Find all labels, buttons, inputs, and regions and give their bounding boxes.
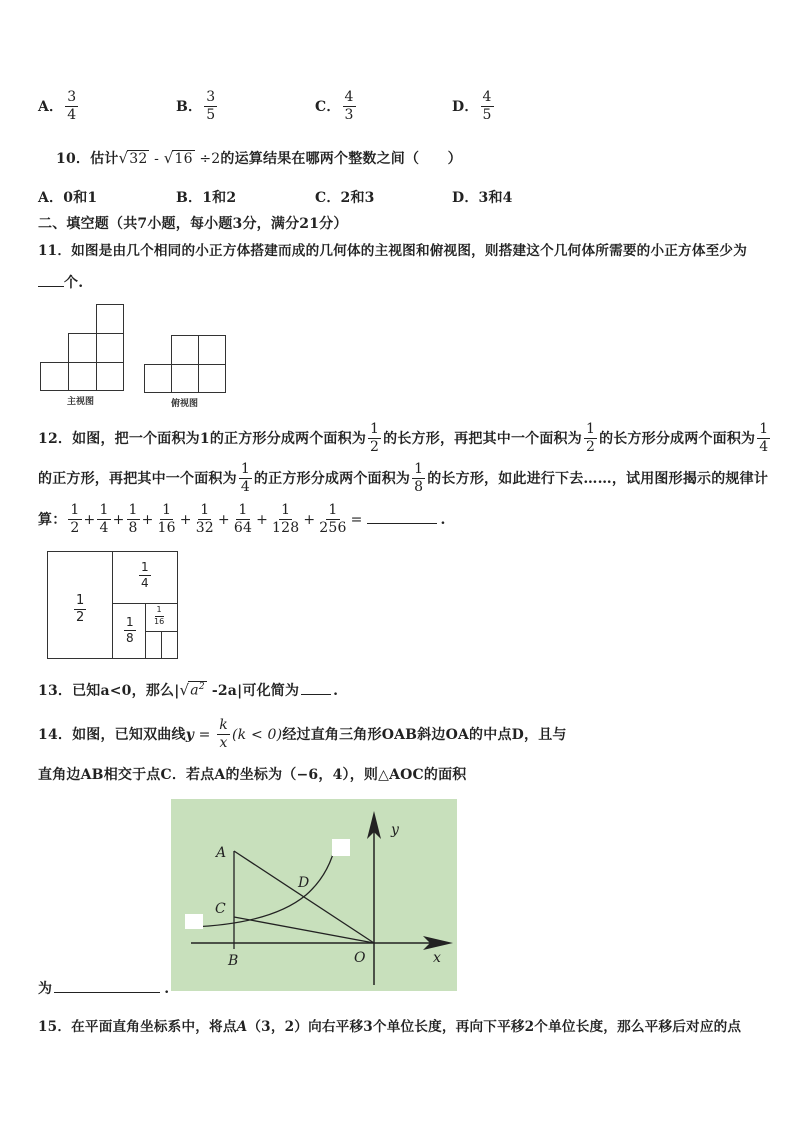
q12-line1	[38, 422, 772, 456]
q9-option-c	[315, 90, 358, 124]
frac-num: 1	[74, 594, 86, 610]
frac-den: 16	[157, 520, 176, 537]
label-c: C	[215, 901, 226, 917]
q9-option-a	[38, 90, 80, 124]
frac-den: 4	[141, 576, 149, 591]
frac-num: 1	[239, 462, 252, 479]
q14-line1	[38, 718, 567, 752]
figure-background	[171, 799, 457, 991]
frac-den: x	[219, 735, 228, 752]
q10-option-c: C．2和3	[315, 190, 375, 206]
q9-option-a-num: 3	[65, 90, 78, 107]
frac-num: 1	[155, 606, 164, 617]
q9-option-a-label: A．	[38, 98, 64, 115]
front-view-figure	[40, 304, 126, 394]
q9-option-b	[176, 90, 219, 124]
placeholder-box	[185, 914, 203, 929]
label-o: O	[354, 950, 366, 966]
q14-line2: 直角边AB相交于点C．若点A的坐标为（−6，4），则△AOC的面积	[38, 767, 467, 783]
q9-option-d-label: D．	[452, 98, 479, 115]
series-term	[97, 503, 110, 537]
q9-option-a-den: 4	[67, 107, 77, 124]
q10-option-d: D．3和4	[452, 190, 513, 206]
q15-question	[38, 1015, 741, 1035]
plus-sign: +	[256, 511, 269, 528]
fraction-half	[584, 422, 597, 456]
q12-l3-a: 算：	[38, 511, 67, 528]
front-view-cell	[68, 362, 97, 391]
q13-rad-var: a	[190, 683, 199, 699]
q10-minus: -	[149, 151, 164, 167]
frac-den: 2	[76, 610, 85, 626]
frac-num: 1	[412, 462, 425, 479]
frac-den: 32	[195, 520, 214, 537]
q13-c: .	[333, 683, 339, 699]
q14-line3	[38, 978, 169, 998]
frac-num: 1	[127, 503, 140, 520]
label-d: D	[298, 875, 310, 891]
front-view-cell	[96, 304, 124, 334]
q13-answer-blank[interactable]	[301, 694, 331, 695]
fraction-eighth	[412, 462, 425, 496]
q12-l2-a: 的正方形，再把其中一个面积为	[38, 470, 237, 487]
q14-eq: =	[194, 726, 216, 743]
q12-l3-dot: .	[440, 511, 446, 528]
q12-l1-a: 12．如图，把一个面积为1的正方形分成两个面积为	[38, 430, 367, 447]
fraction-quarter	[757, 422, 770, 456]
series-term	[68, 503, 81, 537]
q13-question	[38, 680, 338, 700]
placeholder-box	[332, 839, 350, 856]
plus-sign: +	[303, 511, 316, 528]
q15-point: A	[236, 1019, 248, 1035]
plus-sign: +	[112, 511, 125, 528]
q9-option-a-fraction	[65, 90, 78, 124]
top-view-cell	[171, 335, 199, 365]
box-label-quarter	[137, 561, 153, 590]
section-heading: 二、填空题（共7小题，每小题3分，满分21分）	[38, 216, 348, 232]
frac-den: 2	[585, 439, 596, 456]
series-term	[317, 503, 348, 537]
q14-cond: (k < 0)	[231, 726, 283, 743]
top-view-label: 俯视图	[171, 399, 199, 409]
q13-a: 13．已知a<0，那么|	[38, 683, 180, 699]
series-term	[127, 503, 140, 537]
q9-option-b-label: B．	[176, 98, 203, 115]
front-view-cell	[68, 333, 97, 363]
frac-num: 1	[97, 503, 110, 520]
q9-option-d	[452, 90, 496, 124]
top-view-cell	[198, 335, 226, 365]
sqrt-icon: √	[118, 149, 129, 167]
hyperbola-figure	[171, 799, 457, 991]
q10-option-a: A．0和1	[38, 190, 98, 206]
series-term	[232, 503, 254, 537]
q14-a: 14．如图，已知双曲线	[38, 726, 186, 743]
q15-b: （3，2）向右平移3个单位长度，再向下平移2个单位长度，那么平移后对应的点	[247, 1019, 742, 1035]
q14-fraction	[217, 718, 230, 752]
q14-y: y	[185, 726, 195, 743]
box-label-sixteenth	[150, 606, 168, 627]
frac-num: 1	[236, 503, 249, 520]
frac-den: 4	[99, 520, 109, 537]
q14-answer-blank[interactable]	[54, 992, 160, 993]
q9-option-d-den: 5	[482, 107, 492, 124]
frac-num: 1	[584, 422, 597, 439]
q9-option-d-fraction	[481, 90, 494, 124]
frac-num: 1	[368, 422, 381, 439]
sqrt-icon: √	[179, 681, 190, 699]
frac-num: 1	[757, 422, 770, 439]
q9-option-c-fraction	[343, 90, 356, 124]
label-x: x	[433, 950, 441, 966]
q9-option-c-num: 4	[343, 90, 356, 107]
q12-l1-b: 的长方形，再把其中一个面积为	[383, 430, 582, 447]
frac-num: 1	[326, 503, 339, 520]
label-b: B	[228, 953, 239, 969]
plus-sign: +	[217, 511, 230, 528]
frac-num: 1	[279, 503, 292, 520]
top-view-figure	[144, 335, 230, 395]
q14-b: 经过直角三角形OAB斜边OA的中点D，且与	[282, 726, 567, 743]
box-label-half	[72, 594, 88, 626]
frac-den: 2	[370, 439, 380, 456]
frac-den: 16	[154, 617, 165, 626]
frac-den: 8	[128, 520, 138, 537]
frac-num: 1	[198, 503, 211, 520]
equals-sign: =	[350, 511, 363, 528]
front-view-cell	[96, 333, 124, 363]
frac-den: 4	[759, 439, 769, 456]
q9-option-c-den: 3	[344, 107, 354, 124]
q10-divide: ÷2	[194, 151, 221, 167]
q11-line1: 11．如图是由几个相同的小正方体搭建而成的几何体的主视图和俯视图，则搭建这个几何体所需要的小正方体至少为	[38, 243, 748, 259]
fraction-half	[368, 422, 381, 456]
q9-option-b-num: 3	[204, 90, 217, 107]
divider	[112, 552, 113, 658]
series-term	[270, 503, 301, 537]
q13-rad-exp: 2	[198, 682, 205, 693]
q9-option-d-num: 4	[481, 90, 494, 107]
frac-den: 64	[233, 520, 253, 537]
q10-radicand-1: 32	[129, 151, 148, 167]
q9-option-b-den: 5	[206, 107, 216, 124]
q10-radicand-2: 16	[174, 151, 193, 167]
front-view-cell	[96, 362, 124, 391]
frac-den: 8	[414, 479, 424, 496]
q14-line3-end: .	[164, 981, 170, 997]
sqrt-icon: √	[163, 149, 174, 167]
plus-sign: +	[141, 511, 154, 528]
frac-num: 1	[139, 561, 151, 576]
q12-line2	[38, 462, 768, 496]
q13-radicand	[188, 681, 206, 699]
front-view-label: 主视图	[67, 397, 95, 407]
frac-num: k	[217, 718, 230, 735]
q11-answer-blank[interactable]	[38, 286, 64, 287]
series-term	[194, 503, 216, 537]
box-label-eighth	[122, 616, 138, 645]
top-view-cell	[144, 364, 172, 393]
frac-num: 1	[124, 616, 136, 631]
series-term	[156, 503, 178, 537]
label-y: y	[391, 822, 399, 838]
q10-option-b: B．1和2	[176, 190, 237, 206]
q15-a: 15．在平面直角坐标系中，将点	[38, 1019, 237, 1035]
q12-answer-blank[interactable]	[367, 523, 437, 524]
q12-l2-c: 的长方形，如此进行下去……，试用图形揭示的规律计	[427, 470, 769, 487]
q14-line3-text: 为	[38, 981, 53, 997]
q9-option-c-label: C．	[315, 98, 341, 115]
frac-den: 8	[126, 631, 134, 646]
top-view-cell	[171, 364, 199, 393]
plus-sign: +	[179, 511, 192, 528]
label-a: A	[216, 845, 227, 861]
frac-num: 1	[68, 503, 81, 520]
plus-sign: +	[83, 511, 96, 528]
q10-suffix: 的运算结果在哪两个整数之间（ ）	[220, 151, 462, 167]
frac-num: 1	[160, 503, 173, 520]
frac-den: 2	[70, 520, 80, 537]
fraction-quarter	[239, 462, 252, 496]
frac-den: 128	[272, 520, 300, 537]
q9-option-b-fraction	[204, 90, 217, 124]
q12-line3	[38, 503, 446, 537]
square-division-figure	[47, 551, 178, 659]
q10-question	[56, 148, 462, 168]
front-view-cell	[40, 362, 69, 391]
hyperbola-svg	[171, 799, 457, 991]
q12-l1-c: 的长方形分成两个面积为	[599, 430, 756, 447]
q11-line2-tail: 个.	[64, 275, 84, 291]
frac-den: 256	[319, 520, 347, 537]
q11-line2	[38, 272, 83, 292]
divider	[161, 631, 162, 658]
q13-b: -2a|可化简为	[206, 683, 300, 699]
q12-l2-b: 的正方形分成两个面积为	[253, 470, 411, 487]
frac-den: 4	[240, 479, 250, 496]
top-view-cell	[198, 364, 226, 393]
q10-prefix: 10．估计	[56, 151, 119, 167]
